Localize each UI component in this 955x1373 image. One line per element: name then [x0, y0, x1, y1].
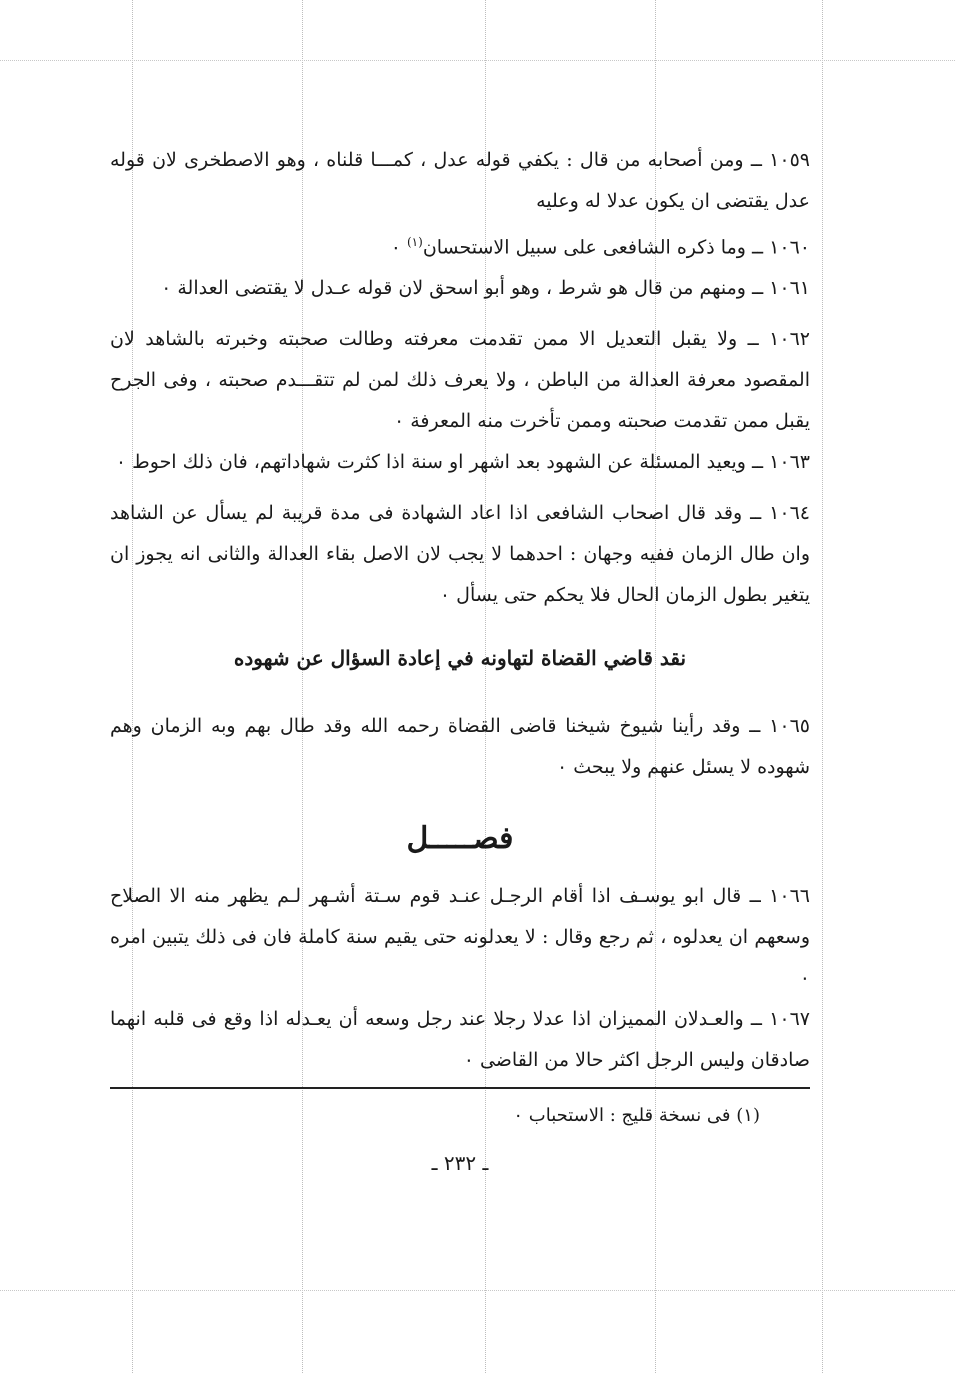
- scan-guide-line: [0, 60, 955, 61]
- paragraph-1066: ١٠٦٦ ــ قال ابو يوسـف اذا أقام الرجـل عنـد قوم سـتة أشـهر لـم يظهر منه الا الصلاح وسعهم ان يعدلوه ، ثم رجع وقال : لا يعدلونه حتى يقيم سنة كاملة فان فى ذلك يتبين امره ٠: [110, 885, 810, 990]
- section-heading: نقد قاضي القضاة لتهاونه في إعادة السؤال عن شهوده: [233, 646, 687, 671]
- paragraph-1063: ١٠٦٣ ــ ويعيد المسئلة عن الشهود بعد اشهر او سنة اذا كثرت شهاداتهم، فان ذلك احوط ٠: [115, 451, 810, 474]
- paragraph-1064: ١٠٦٤ ــ وقد قال اصحاب الشافعى اذا اعاد الشهادة فى مدة قريبة لم يسأل عن الشاهد وان طال الزمان ففيه وجهان : احدهما لا يجب لان الاصل بقاء العدالة والثانى انه يجوز ان يتغير بطول الزمان الحال فلا يحكم حتى يسأل ٠: [110, 502, 810, 607]
- document-body: [110, 140, 810, 1183]
- paragraph-1060: [110, 222, 810, 268]
- paragraph-1059: ١٠٥٩ ــ ومن أصحابه من قال : يكفي قوله عدل ، كمـــا قلناه ، وهو الاصطخرى لان قوله عدل يقتضى ان يكون عدلا له وعليه: [110, 149, 810, 212]
- footnote-separator: [110, 1087, 810, 1089]
- paragraph-1060-text: ١٠٦٠ ــ وما ذكره الشافعى على سبيل الاستحسان: [422, 236, 810, 259]
- scan-guide-line: [0, 1290, 955, 1291]
- paragraph-1062: ١٠٦٢ ــ ولا يقبل التعديل الا ممن تقدمت معرفته وطالت صحبته وخبرته بالشاهد لان المقصود معرفة العدالة من الباطن ، ولا يعرف ذلك لمن لم تتقـــدم صحبته ، وفى الجرح يقبل ممن تقدمت صحبته وممن تأخرت منه المعرفة ٠: [110, 328, 810, 433]
- footnote-marker: (١): [406, 235, 423, 249]
- chapter-title: فصـــــل: [406, 821, 514, 857]
- footnote: (١) فى نسخة قليج : الاستحباب ٠: [513, 1105, 760, 1127]
- paragraph-1060-end: ٠: [390, 236, 407, 259]
- paragraph-1061: ١٠٦١ ــ ومنهم من قال هو شرط ، وهو أبو اسحق لان قوله عـدل لا يقتضى العدالة ٠: [161, 277, 810, 300]
- scan-guide-line: [822, 0, 823, 1373]
- page-number: ـ ٢٣٢ ـ: [431, 1151, 489, 1176]
- paragraph-1065: ١٠٦٥ ــ وقد رأينا شيوخ شيخنا قاضى القضاة رحمه الله وقد طال بهم وبه الزمان وهم شهوده لا يسئل عنهم ولا يبحث ٠: [110, 715, 810, 779]
- paragraph-1067: ١٠٦٧ ــ والعـدلان المميزان اذا عدلا رجلا عند رجل وسعه أن يعـدله اذا وقع فى قلبه انهما صادقان وليس الرجل اكثر حالا من القاضى ٠: [110, 1008, 810, 1072]
